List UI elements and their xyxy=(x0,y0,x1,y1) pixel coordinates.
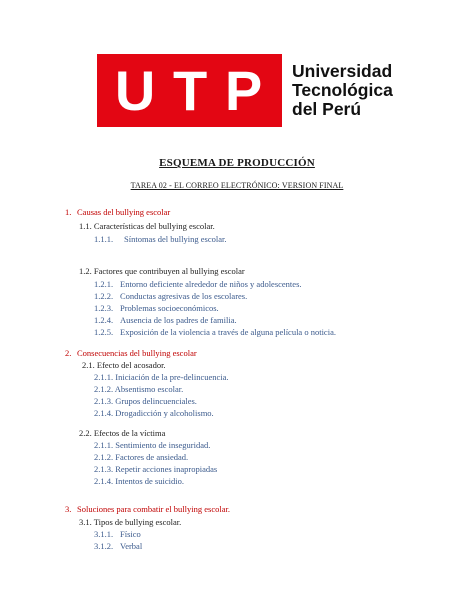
outline-item xyxy=(94,541,142,551)
outline-item xyxy=(94,291,247,301)
item-label: Conductas agresivas de los escolares. xyxy=(120,291,248,301)
outline-item xyxy=(94,315,237,325)
logo-text-line-2: Tecnológica xyxy=(292,80,393,100)
outline-item: 2.1.3. Grupos delincuenciales. xyxy=(94,396,197,406)
item-label: Síntomas del bullying escolar. xyxy=(124,234,227,244)
outline-item: 2.1.4. Drogadicción y alcoholismo. xyxy=(94,408,214,418)
item-number: 1.2.5. xyxy=(94,327,114,337)
logo-letter-t: T xyxy=(172,58,210,122)
item-label: Problemas socioeconómicos. xyxy=(120,303,219,313)
logo-text-line-3: del Perú xyxy=(292,99,362,119)
outline-item: 2.1.3. Repetir acciones inapropiadas xyxy=(94,464,218,474)
section-number: 1. xyxy=(65,207,72,217)
section-heading xyxy=(65,504,230,514)
outline-item xyxy=(94,234,226,244)
item-label: Exposición de la violencia a través de alguna película o noticia. xyxy=(120,327,336,337)
subsection-heading: 2.2. Efectos de la víctima xyxy=(79,428,166,438)
subsection-heading: 1.2. Factores que contribuyen al bullying escolar xyxy=(79,266,245,276)
outline-item: 2.1.4. Intentos de suicidio. xyxy=(94,476,184,486)
outline-item xyxy=(94,327,336,337)
item-number: 3.1.2. xyxy=(94,541,114,551)
outline-item xyxy=(94,303,219,313)
item-number: 3.1.1. xyxy=(94,529,114,539)
logo-wordmark xyxy=(292,54,393,127)
document-title: ESQUEMA DE PRODUCCIÓN xyxy=(159,157,315,169)
item-label: Ausencia de los padres de familia. xyxy=(120,315,237,325)
item-label: Verbal xyxy=(120,541,143,551)
outline-item: 2.1.2. Absentismo escolar. xyxy=(94,384,184,394)
item-number: 1.2.4. xyxy=(94,315,114,325)
item-number: 1.2.2. xyxy=(94,291,114,301)
section-heading xyxy=(65,348,197,358)
item-number: 1.2.1. xyxy=(94,279,114,289)
outline-item xyxy=(94,529,141,539)
outline-item xyxy=(94,279,302,289)
section-heading xyxy=(65,207,170,217)
subsection-heading: 1.1. Características del bullying escolar. xyxy=(79,221,215,231)
item-label: Entorno deficiente alrededor de niños y adolescentes. xyxy=(120,279,302,289)
item-number: 1.2.3. xyxy=(94,303,114,313)
item-label: Físico xyxy=(120,529,141,539)
subsection-heading: 2.1. Efecto del acosador. xyxy=(82,360,166,370)
section-label: Soluciones para combatir el bullying escolar. xyxy=(77,504,230,514)
logo-letter-p: P xyxy=(224,58,265,122)
logo-text-line-1: Universidad xyxy=(292,61,393,81)
outline-item: 2.1.2. Factores de ansiedad. xyxy=(94,452,189,462)
section-label: Causas del bullying escolar xyxy=(77,207,171,217)
document-subtitle: TAREA 02 - EL CORREO ELECTRÓNICO: VERSION FINAL xyxy=(130,181,344,190)
outline-item: 2.1.1. Sentimiento de inseguridad. xyxy=(94,440,211,450)
section-number: 3. xyxy=(65,504,72,514)
subsection-heading: 3.1. Tipos de bullying escolar. xyxy=(79,517,182,527)
section-label: Consecuencias del bullying escolar xyxy=(77,348,197,358)
item-number: 1.1.1. xyxy=(94,234,114,244)
logo-letter-u: U xyxy=(114,58,158,122)
utp-logo xyxy=(97,54,393,127)
logo-red-block xyxy=(97,54,282,127)
section-number: 2. xyxy=(65,348,72,358)
outline-item: 2.1.1. Iniciación de la pre-delincuencia. xyxy=(94,372,229,382)
